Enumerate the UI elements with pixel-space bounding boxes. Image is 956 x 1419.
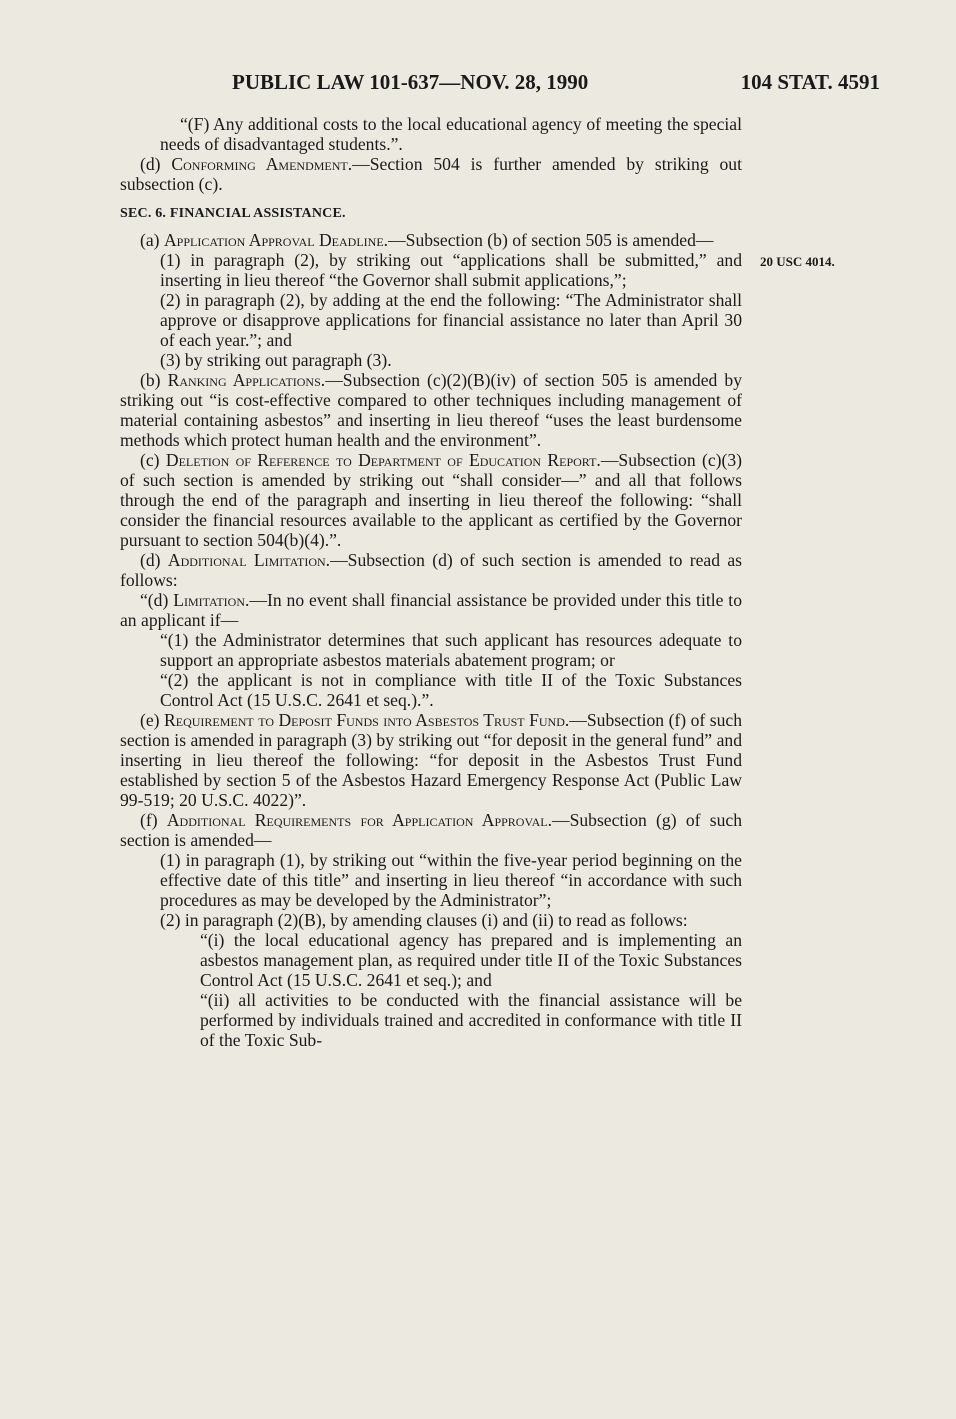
- subsection-heading: Limitation.: [173, 590, 250, 610]
- paragraph: (b) Ranking Applications.—Subsection (c)(2)(B)(iv) of section 505 is amended by striking out “is cost-effective compared to other techniques including management of material containing asbestos” and inserting in lieu thereof “uses the least burdensome methods which protect human health and the environment”.: [120, 370, 742, 450]
- subsection-heading: Additional Requirements for Application Approval.: [166, 810, 552, 830]
- subsection-heading: Application Approval Deadline.: [163, 230, 389, 250]
- paragraph: “(d) Limitation.—In no event shall financial assistance be provided under this title to an applicant if—: [120, 590, 742, 630]
- header-stat-page: 104 STAT. 4591: [740, 70, 880, 94]
- paragraph: (3) by striking out paragraph (3).: [160, 350, 392, 370]
- paragraph: “(1) the Administrator determines that such applicant has resources adequate to support an appropriate asbestos materials abatement program; or: [160, 630, 742, 670]
- paragraph: “(F) Any additional costs to the local educational agency of meeting the special needs of disadvantaged students.”.: [160, 114, 742, 154]
- subsection-heading: Additional Limitation.: [167, 550, 331, 570]
- paragraph: (a) Application Approval Deadline.—Subsection (b) of section 505 is amended—: [140, 230, 714, 250]
- subsection-heading: Conforming Amendment.: [171, 154, 353, 174]
- paragraph: “(ii) all activities to be conducted with the financial assistance will be performed by individuals trained and accredited in conformance with title II of the Toxic Sub-: [200, 990, 742, 1050]
- subsection-heading: Ranking Applications.: [167, 370, 326, 390]
- paragraph: (2) in paragraph (2), by adding at the end the following: “The Administrator shall approve or disapprove applications for financial assistance no later than April 30 of each year.”; and: [160, 290, 742, 350]
- subsection-heading: Deletion of Reference to Department of Education Report.: [165, 450, 601, 470]
- body-text: [120, 114, 742, 1050]
- paragraph: (1) in paragraph (2), by striking out “applications shall be submitted,” and inserting in lieu thereof “the Governor shall submit applications,”;: [160, 250, 742, 290]
- margin-citation: 20 USC 4014.: [760, 254, 835, 269]
- section-heading: SEC. 6. FINANCIAL ASSISTANCE.: [120, 206, 346, 221]
- paragraph: “(i) the local educational agency has prepared and is implementing an asbestos management plan, as required under title II of the Toxic Substances Control Act (15 U.S.C. 2641 et seq.); and: [200, 930, 742, 990]
- header-title: PUBLIC LAW 101-637—NOV. 28, 1990: [232, 70, 589, 94]
- paragraph: (d) Conforming Amendment.—Section 504 is further amended by striking out subsection (c).: [120, 154, 742, 194]
- paragraph: (f) Additional Requirements for Application Approval.—Subsection (g) of such section is amended—: [120, 810, 742, 850]
- paragraph: (d) Additional Limitation.—Subsection (d) of such section is amended to read as follows:: [120, 550, 742, 590]
- paragraph: “(2) the applicant is not in compliance with title II of the Toxic Substances Control Act (15 U.S.C. 2641 et seq.).”.: [160, 670, 742, 710]
- paragraph: (c) Deletion of Reference to Department of Education Report.—Subsection (c)(3) of such section is amended by striking out “shall consider—” and all that follows through the end of the paragraph and inserting in lieu thereof the following: “shall consider the financial resources available to the applicant as certified by the Governor pursuant to section 504(b)(4).”.: [120, 450, 742, 550]
- paragraph: (2) in paragraph (2)(B), by amending clauses (i) and (ii) to read as follows:: [160, 910, 688, 930]
- paragraph: (e) Requirement to Deposit Funds into Asbestos Trust Fund.—Subsection (f) of such section is amended in paragraph (3) by striking out “for deposit in the general fund” and inserting in lieu thereof the following: “for deposit in the Asbestos Trust Fund established by section 5 of the Asbestos Hazard Emergency Response Act (Public Law 99-519; 20 U.S.C. 4022)”.: [120, 710, 742, 810]
- paragraph: (1) in paragraph (1), by striking out “within the five-year period beginning on the effective date of this title” and inserting in lieu thereof “in accordance with such procedures as may be developed by the Administrator”;: [160, 850, 742, 910]
- subsection-heading: Requirement to Deposit Funds into Asbestos Trust Fund.: [164, 710, 570, 730]
- running-header: [120, 70, 880, 100]
